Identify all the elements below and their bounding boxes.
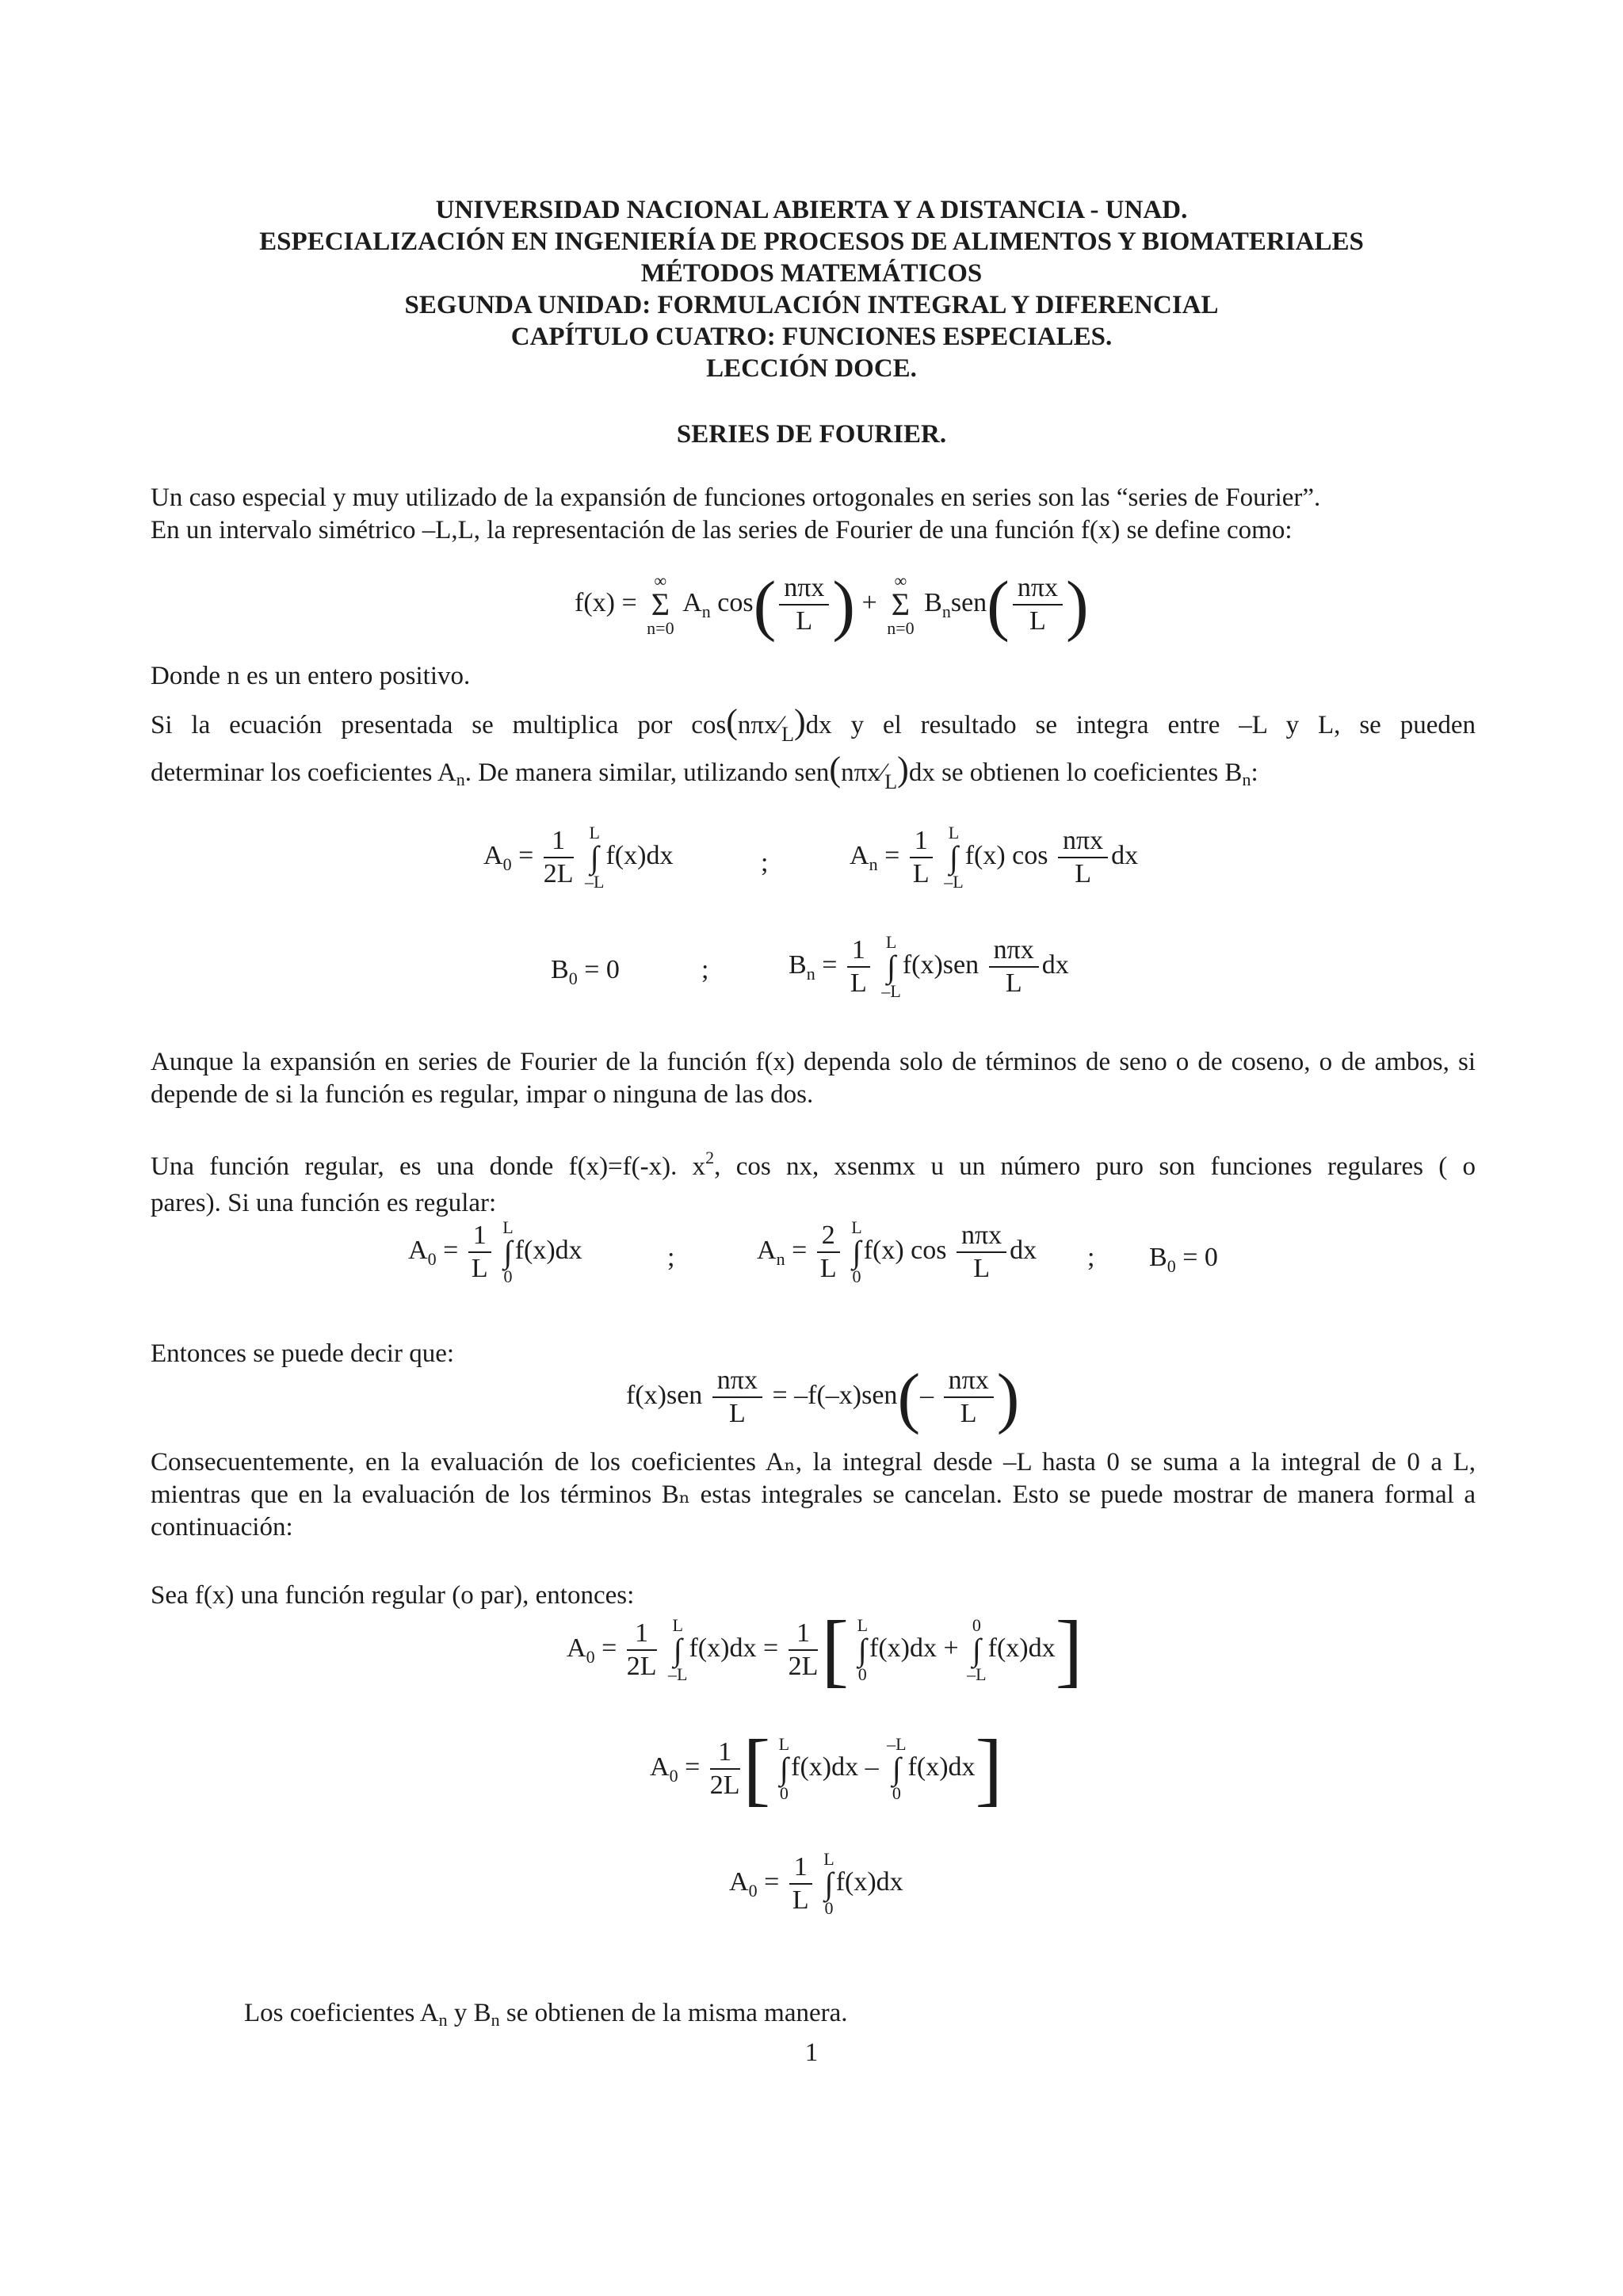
consecuente-paragraph: Consecuentemente, en la evaluación de los coeficientes Aₙ, la integral desde –L hasta 0 se suma a la integral de 0 a L, mientras que en la evaluación de los términos Bₙ estas integrales se cancelan. Esto se puede mostrar de manera formal a continuación: [151,1448,1476,1541]
header-lesson: LECCIÓN DOCE. [706,354,917,383]
separator-1: ; [761,848,769,877]
multiplica-line: Si la ecuación presentada se multiplica por $\cos(n\pi x⁄_L)dx$ y el resultado se integra entre –L y L, se pueden [151,702,1476,746]
regular-line-2: pares). Si una función es regular: [151,1189,497,1217]
header-course: MÉTODOS MATEMÁTICOS [640,259,983,288]
regular-line-1: Una función regular, es una donde f(x)=f(-x). $x^2$, cos nx, xsenmx u un número puro son funciones regulares ( o [151,1148,1476,1181]
intro-line-1: Un caso especial y muy utilizado de la expansión de funciones ortogonales en series son las “series de Fourier”. [151,483,1321,512]
b0-formula: $B_0 = 0$ [551,955,620,988]
header-university: UNIVERSIDAD NACIONAL ABIERTA Y A DISTANCIA - UNAD. [435,196,1188,224]
separator-3: ; [667,1243,675,1272]
odd-relation-equation: f(x)sen $\frac{\text{nπx}}{L}$ = –f(–x)sen(– $\frac{\text{nπx}}{L}$ ) [626,1359,1020,1435]
header-unit: SEGUNDA UNIDAD: FORMULACIÓN INTEGRAL Y DIFERENCIAL [404,291,1219,319]
regular-a0-formula: $A_0$ = $\frac{1}{L}$ L ∫ 0f(x)dx [408,1217,582,1286]
separator-2: ; [701,955,709,984]
bn-formula: $B_n$ = $\frac{1}{L}$ L ∫ –Lf(x)sen $\frac{\text{nπx}}{L}$ dx [789,932,1069,1001]
final-sentence: Los coeficientes $A_n$ y $B_n$ se obtienen de la misma manera. [244,1999,848,2030]
donde-text: Donde n es un entero positivo. [151,662,471,690]
aunque-paragraph: Aunque la expansión en series de Fourier de la función f(x) dependa solo de términos de seno o de coseno, o de ambos, si depende de si la función es regular, impar o ninguna de las dos. [151,1048,1476,1109]
determinar-line: determinar los coeficientes $A_n$. De manera similar, utilizando $sen(n\pi x⁄_L)dx$ se obtienen lo coeficientes $B_n$: [151,750,1258,793]
sea-text: Sea f(x) una función regular (o par), entonces: [151,1581,635,1610]
derivation-step-1: $A_0$ = $\frac{1}{2L}$ L ∫ –Lf(x)dx = $\frac{1}{2L}$ [ L ∫ 0f(x)dx + 0 ∫ –Lf(x)dx] [567,1604,1083,1695]
separator-4: ; [1087,1243,1095,1272]
derivation-step-3: $A_0$ = $\frac{1}{L}$ L ∫ 0f(x)dx [729,1849,903,1918]
section-title: SERIES DE FOURIER. [676,420,947,449]
a0-formula: $A_0$ = $\frac{1}{2L}$ L ∫ –Lf(x)dx [483,823,674,892]
header-chapter: CAPÍTULO CUATRO: FUNCIONES ESPECIALES. [510,323,1113,351]
fourier-series-equation: f(x) = ∞ Σ n=0 $A_n$ cos( $\frac{\text{nπx}}{L}$ ) + ∞ Σ n=0 $B_nsen$( $\frac{\text{nπx}}{L}$ ) [575,567,1089,643]
intro-line-2: En un intervalo simétrico –L,L, la representación de las series de Fourier de una función f(x) se define como: [151,516,1293,544]
page-number: 1 [804,2038,819,2067]
an-formula: $A_n$ = $\frac{1}{L}$ L ∫ –Lf(x) cos $\frac{\text{nπx}}{L}$ dx [850,823,1139,892]
derivation-step-2: $A_0$ = $\frac{1}{2L}$ [ L ∫ 0f(x)dx – –L ∫ 0f(x)dx] [650,1723,1003,1814]
regular-b0-formula: $B_0 = 0$ [1149,1243,1218,1276]
header-specialization: ESPECIALIZACIÓN EN INGENIERÍA DE PROCESOS DE ALIMENTOS Y BIOMATERIALES [259,227,1364,256]
regular-an-formula: $A_n$ = $\frac{2}{L}$ L ∫ 0f(x) cos $\frac{\text{nπx}}{L}$ dx [757,1217,1037,1286]
entonces-text: Entonces se puede decir que: [151,1339,455,1368]
